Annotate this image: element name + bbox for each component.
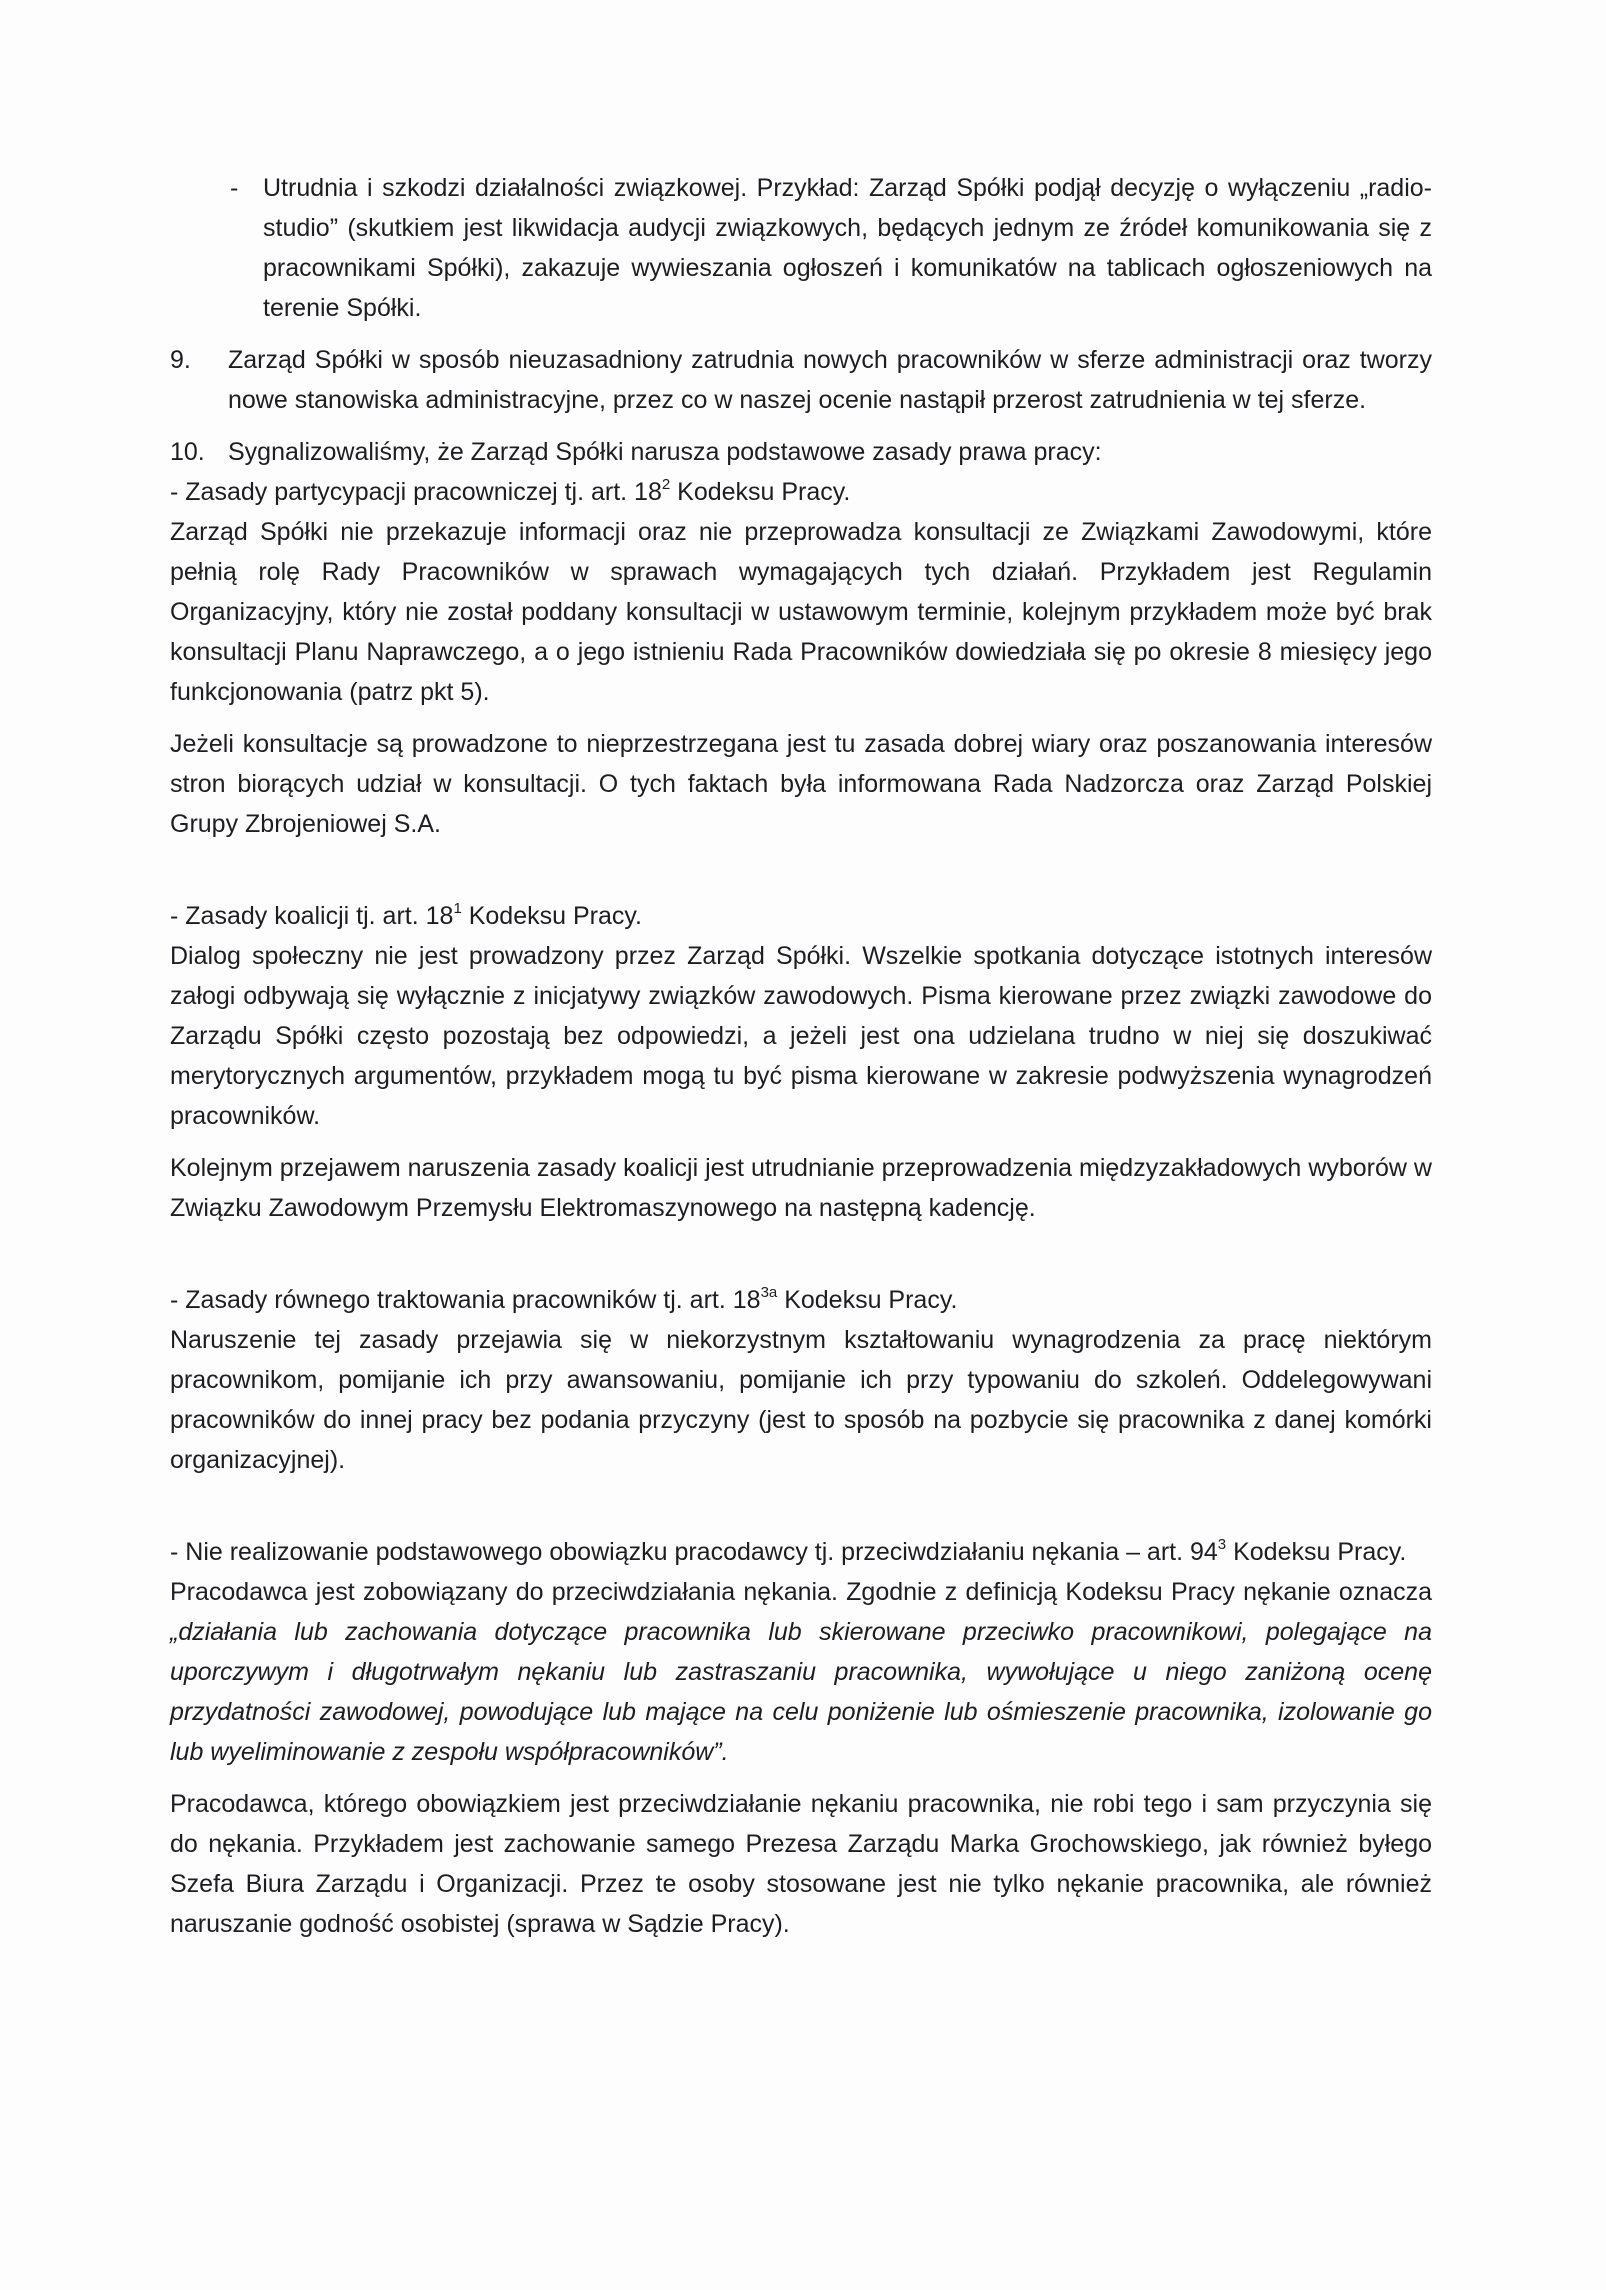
bullet-item-union-activity <box>230 168 1432 328</box>
spacer <box>170 856 1432 896</box>
bullet-text: Utrudnia i szkodzi działalności związkowej. Przykład: Zarząd Spółki podjął decyzję o wyłączeniu „radio-studio” (skutkiem jest likwidacja audycji związkowych, będących jednym ze źródeł komunikowania się z pracownikami Spółki), zakazuje wywieszania ogłoszeń i komunikatów na tablicach ogłoszeniowych na terenie Spółki. <box>263 174 1432 322</box>
section-heading-equal-treatment: - Zasady równego traktowania pracowników tj. art. $18^{3a}$ Kodeksu Pracy. <box>170 1283 958 1314</box>
coalition-paragraph-1: Dialog społeczny nie jest prowadzony przez Zarząd Spółki. Wszelkie spotkania dotyczące istotnych interesów załogi odbywają się wyłącznie z inicjatywy związków zawodowych. Pisma kierowane przez związki zawodowe do Zarządu Spółki często pozostają bez odpowiedzi, a jeżeli jest ona udzielana trudno w niej się doszukiwać merytorycznych argumentów, przykładem mogą tu być pisma kierowane w zakresie podwyższenia wynagrodzeń pracowników. <box>170 942 1432 1130</box>
participation-paragraph-1: Zarząd Spółki nie przekazuje informacji oraz nie przeprowadza konsultacji ze Związkami Zawodowymi, które pełnią rolę Rady Pracowników w sprawach wymagających tych działań. Przykładem jest Regulamin Organizacyjny, który nie został poddany konsultacji w ustawowym terminie, kolejnym przykładem może być brak konsultacji Planu Naprawczego, a o jego istnieniu Rada Pracowników dowiedziała się po okresie 8 miesięcy jego funkcjonowania (patrz pkt 5). <box>170 518 1432 706</box>
section-heading-coalition: - Zasady koalicji tj. art. $18^1$ Kodeksu Pracy. <box>170 899 642 930</box>
section-heading-participation: - Zasady partycypacji pracowniczej tj. art. $18^2$ Kodeksu Pracy. <box>170 475 851 506</box>
bullet-dash: - <box>230 174 239 202</box>
spacer <box>170 1240 1432 1280</box>
spacer <box>170 1492 1432 1532</box>
item-number: 9. <box>170 346 191 374</box>
participation-paragraph-2: Jeżeli konsultacje są prowadzone to nieprzestrzegana jest tu zasada dobrej wiary oraz poszanowania interesów stron biorących udział w konsultacji. O tych faktach była informowana Rada Nadzorcza oraz Zarząd Polskiej Grupy Zbrojeniowej S.A. <box>170 730 1432 838</box>
item-number: 10. <box>170 438 205 466</box>
mobbing-paragraph-1: Pracodawca jest zobowiązany do przeciwdziałania nękania. Zgodnie z definicją Kodeksu Pracy nękanie oznacza „działania lub zachowania dotyczące pracownika lub skierowane przeciwko pracownikowi, polegające na uporczywym i długotrwałym nękaniu lub zastraszaniu pracownika, wywołujące u niego zaniżoną ocenę przydatności zawodowej, powodujące lub mające na celu poniżenie lub ośmieszenie pracownika, izolowanie go lub wyeliminowanie z zespołu współpracowników”. <box>170 1578 1432 1766</box>
section-heading-mobbing: - Nie realizowanie podstawowego obowiązku pracodawcy tj. przeciwdziałaniu nękania – art. $94^3$ Kodeksu Pracy. <box>170 1535 1407 1566</box>
item-text: Zarząd Spółki w sposób nieuzasadniony zatrudnia nowych pracowników w sferze administracji oraz tworzy nowe stanowiska administracyjne, przez co w naszej ocenie nastąpił przerost zatrudnienia w tej sferze. <box>228 346 1432 414</box>
item-text: Sygnalizowaliśmy, że Zarząd Spółki narusza podstawowe zasady prawa pracy: <box>228 438 1102 466</box>
numbered-item-10 <box>170 432 1432 472</box>
mobbing-definition-quote: „działania lub zachowania dotyczące pracownika lub skierowane przeciwko pracownikowi, polegające na uporczywym i długotrwałym nękaniu lub zastraszaniu pracownika, wywołujące u niego zaniżoną ocenę przydatności zawodowej, powodujące lub mające na celu poniżenie lub ośmieszenie pracownika, izolowanie go lub wyeliminowanie z zespołu współpracowników”. <box>170 1618 1432 1766</box>
equal-treatment-paragraph-1: Naruszenie tej zasady przejawia się w niekorzystnym kształtowaniu wynagrodzenia za pracę niektórym pracownikom, pomijanie ich przy awansowaniu, pomijanie ich przy typowaniu do szkoleń. Oddelegowywani pracowników do innej pracy bez podania przyczyny (jest to sposób na pozbycie się pracownika z danej komórki organizacyjnej). <box>170 1326 1432 1474</box>
document-body <box>170 168 1432 1956</box>
numbered-item-9 <box>170 340 1432 420</box>
mobbing-paragraph-2: Pracodawca, którego obowiązkiem jest przeciwdziałanie nękaniu pracownika, nie robi tego i sam przyczynia się do nękania. Przykładem jest zachowanie samego Prezesa Zarządu Marka Grochowskiego, jak również byłego Szefa Biura Zarządu i Organizacji. Przez te osoby stosowane jest nie tylko nękanie pracownika, ale również naruszanie godność osobistej (sprawa w Sądzie Pracy). <box>170 1790 1432 1938</box>
coalition-paragraph-2: Kolejnym przejawem naruszenia zasady koalicji jest utrudnianie przeprowadzenia międzyzakładowych wyborów w Związku Zawodowym Przemysłu Elektromaszynowego na następną kadencję. <box>170 1154 1432 1222</box>
